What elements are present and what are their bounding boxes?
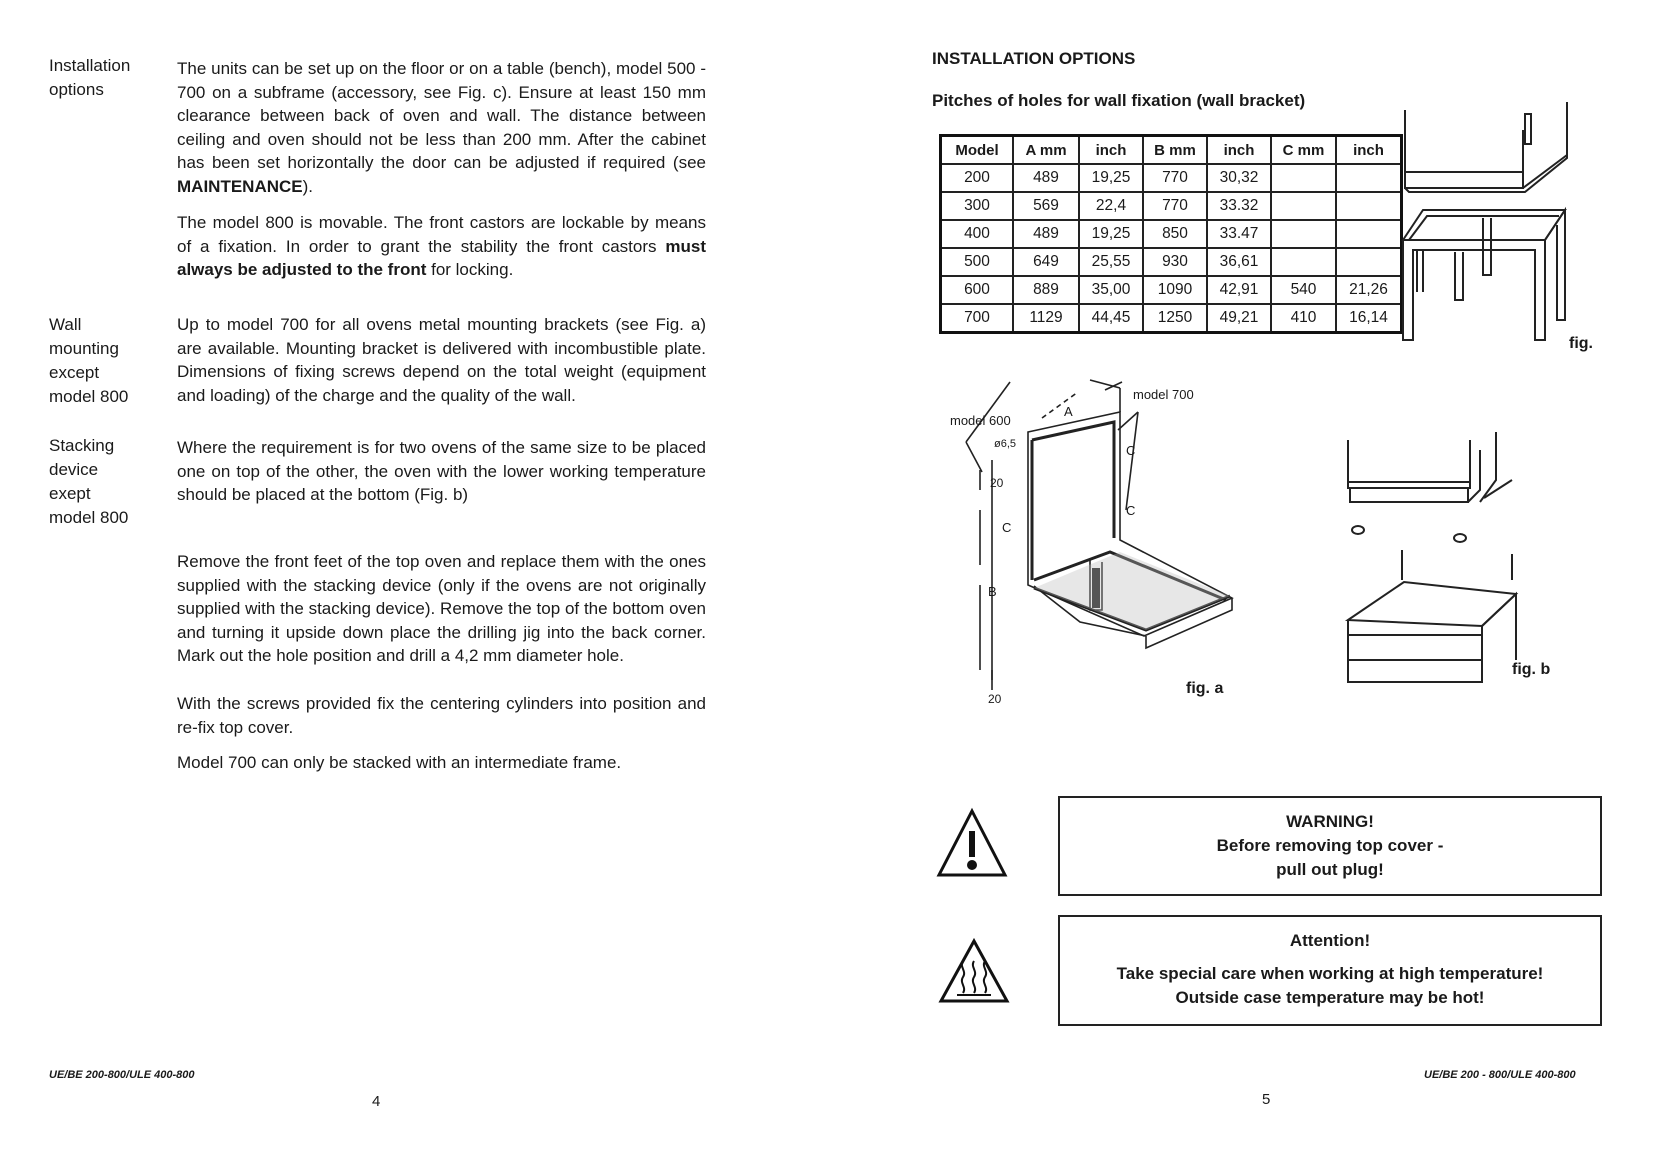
paragraph-stacking-1: Where the requirement is for two ovens of the same size to be placed one on top of the other, the oven with the lower working temperature should be placed at the bottom (Fig. b): [177, 438, 706, 504]
table-cell: 35,00: [1079, 276, 1143, 304]
dim-c-left-label: C: [1002, 520, 1012, 535]
table-cell: 489: [1013, 220, 1079, 248]
table-row: [941, 276, 1402, 304]
table-cell: [1336, 248, 1402, 276]
table-cell: 200: [941, 164, 1014, 192]
table-row: [941, 248, 1402, 276]
col-model: Model: [941, 136, 1014, 165]
dim-phi-label: ø6,5: [994, 438, 1017, 450]
table-cell: 770: [1143, 164, 1207, 192]
table-cell: [1271, 192, 1336, 220]
table-cell: 569: [1013, 192, 1079, 220]
table-cell: 600: [941, 276, 1014, 304]
table-cell: 22,4: [1079, 192, 1143, 220]
col-c-mm: C mm: [1271, 136, 1336, 165]
attention-line-2: Outside case temperature may be hot!: [1175, 988, 1485, 1007]
dim-20-top-label: 20: [990, 476, 1004, 490]
page-heading: INSTALLATION OPTIONS: [932, 49, 1136, 68]
fig-a-label: fig. a: [1186, 680, 1224, 697]
table-cell: 33.47: [1207, 220, 1271, 248]
section-label-installation: Installation options: [49, 56, 131, 99]
label-model-700: model 700: [1133, 387, 1194, 402]
table-cell: 400: [941, 220, 1014, 248]
warning-title: WARNING!: [1286, 812, 1374, 831]
table-cell: 16,14: [1336, 304, 1402, 333]
footer-code-right: UE/BE 200 - 800/ULE 400-800: [1424, 1069, 1576, 1081]
dim-b-label: B: [988, 584, 997, 599]
fig-b-label: fig. b: [1512, 661, 1551, 678]
paragraph-stacking-4: Model 700 can only be stacked with an intermediate frame.: [177, 753, 622, 772]
fig-c-label: fig.: [1569, 335, 1593, 352]
attention-title: Attention!: [1289, 931, 1371, 950]
table-header-row: [941, 136, 1402, 165]
table-cell: 44,45: [1079, 304, 1143, 333]
paragraph-stacking-2: Remove the front feet of the top oven and replace them with the ones supplied with the stacking device (only if the ovens are not originally supplied with the stacking device). Remove the top of the bottom oven and turning it upside down place the drilling jig into the back corner. Mark out the hole position and drill a 4,2 mm diameter hole.: [177, 552, 706, 665]
table-cell: 1250: [1143, 304, 1207, 333]
fig-a-wall-bracket-drawing: [950, 380, 1250, 710]
table-cell: 540: [1271, 276, 1336, 304]
table-cell: 30,32: [1207, 164, 1271, 192]
table-cell: 1090: [1143, 276, 1207, 304]
dim-a-label: A: [1064, 404, 1073, 419]
col-b-mm: B mm: [1143, 136, 1207, 165]
paragraph-stacking-3: With the screws provided fix the centering cylinders into position and re-fix top cover.: [177, 694, 706, 737]
table-cell: [1271, 248, 1336, 276]
dim-c-right-lower-label: C: [1126, 503, 1136, 518]
table-cell: [1336, 192, 1402, 220]
table-cell: 19,25: [1079, 164, 1143, 192]
pitch-table: [939, 134, 1403, 334]
table-row: [941, 164, 1402, 192]
hot-surface-icon: [937, 937, 1011, 1005]
table-cell: 489: [1013, 164, 1079, 192]
table-cell: [1336, 164, 1402, 192]
table-cell: 500: [941, 248, 1014, 276]
dim-20-bottom-label: 20: [988, 692, 1002, 706]
dim-c-right-label: C: [1126, 443, 1136, 458]
col-b-inch: inch: [1207, 136, 1271, 165]
fig-b-stacking-drawing: [1340, 430, 1540, 690]
warning-box: [1058, 796, 1602, 896]
table-cell: 33.32: [1207, 192, 1271, 220]
table-cell: 850: [1143, 220, 1207, 248]
table-cell: 300: [941, 192, 1014, 220]
table-cell: 700: [941, 304, 1014, 333]
paragraph-installation-1: The units can be set up on the floor or on a table (bench), model 500 - 700 on a subframe (accessory, see Fig. c). Ensure at least 150 mm clearance between back of oven and wall. The distance between ceiling and oven should not be less than 200 mm. After the cabinet has been set horizontally the door can be adjusted if required (see MAINTENANCE).: [177, 59, 706, 196]
table-cell: [1271, 220, 1336, 248]
paragraph-installation-2: The model 800 is movable. The front castors are lockable by means of a fixation. In order to grant the stability the front castors must always be adjusted to the front for locking.: [177, 213, 706, 279]
table-cell: 649: [1013, 248, 1079, 276]
table-cell: 25,55: [1079, 248, 1143, 276]
table-caption: Pitches of holes for wall fixation (wall bracket): [932, 91, 1306, 110]
col-a-mm: A mm: [1013, 136, 1079, 165]
table-cell: 19,25: [1079, 220, 1143, 248]
table-cell: 930: [1143, 248, 1207, 276]
table-cell: 42,91: [1207, 276, 1271, 304]
table-row: [941, 220, 1402, 248]
table-row: [941, 192, 1402, 220]
col-a-inch: inch: [1079, 136, 1143, 165]
section-label-wall-mounting: Wall mounting except model 800: [49, 315, 129, 406]
page-number-right: 5: [1262, 1091, 1271, 1108]
attention-line-1: Take special care when working at high temperature!: [1116, 964, 1544, 983]
page-number-left: 4: [372, 1093, 381, 1110]
warning-line-1: Before removing top cover -: [1216, 836, 1444, 855]
warning-line-2: pull out plug!: [1276, 860, 1384, 879]
fig-c-subframe-drawing: [1395, 100, 1575, 360]
attention-box: [1058, 915, 1602, 1026]
table-body: [941, 164, 1402, 333]
section-label-stacking: Stacking device exept model 800: [49, 436, 129, 527]
table-row: [941, 304, 1402, 333]
warning-triangle-icon: [935, 807, 1009, 879]
col-c-inch: inch: [1336, 136, 1402, 165]
label-model-600: model 600: [950, 413, 1011, 428]
table-cell: [1336, 220, 1402, 248]
table-cell: 770: [1143, 192, 1207, 220]
table-cell: 889: [1013, 276, 1079, 304]
footer-code-left: UE/BE 200-800/ULE 400-800: [49, 1069, 195, 1081]
table-cell: 410: [1271, 304, 1336, 333]
paragraph-wall-mounting: Up to model 700 for all ovens metal mounting brackets (see Fig. a) are available. Mounting bracket is delivered with incombustible plate. Dimensions of fixing screws depend on the total weight (equipment and loading) of the charge and the quality of the wall.: [177, 315, 706, 405]
table-cell: 36,61: [1207, 248, 1271, 276]
table-cell: 1129: [1013, 304, 1079, 333]
table-cell: [1271, 164, 1336, 192]
table-cell: 21,26: [1336, 276, 1402, 304]
table-cell: 49,21: [1207, 304, 1271, 333]
